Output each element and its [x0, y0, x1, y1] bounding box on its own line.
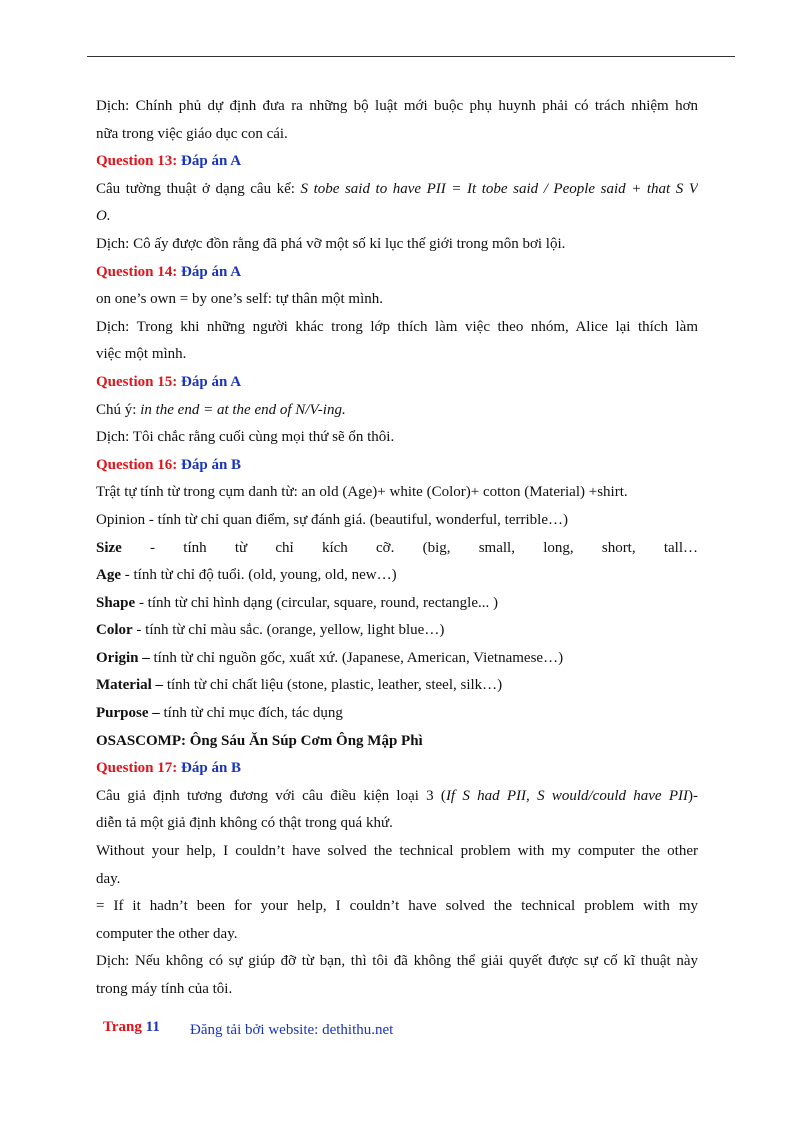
question-number: Question 14:: [96, 263, 178, 280]
line-text: Câu tường thuật ở dạng câu kể:: [96, 180, 301, 197]
line-text: Dịch: Nếu không có sự giúp đỡ từ bạn, thì tôi đã không thể giải quyết được sự cố kĩ thuật này: [96, 953, 698, 970]
italic-formula: If S had PII, S would/could have PII: [445, 787, 689, 804]
italic-formula: O.: [96, 208, 111, 225]
line-text: tính từ chỉ chất liệu (stone, plastic, leather, steel, silk…): [163, 677, 503, 694]
line-text-tail: )-: [688, 787, 698, 804]
text-line: [96, 203, 698, 231]
text-line: [96, 700, 698, 728]
answer-key: Đáp án A: [181, 153, 242, 170]
text-line: [96, 672, 698, 700]
question-heading: [96, 259, 698, 287]
line-text: Dịch: Tôi chắc rằng cuối cùng mọi thứ sẽ ổn thôi.: [96, 429, 395, 446]
question-heading: [96, 369, 698, 397]
text-line: [96, 838, 698, 866]
text-line: [96, 728, 698, 756]
text-line: [96, 424, 698, 452]
text-line: [96, 976, 698, 1004]
bold-term: Purpose –: [96, 705, 160, 722]
line-text: - tính từ chỉ độ tuổi. (old, young, old, new…): [121, 567, 397, 584]
line-text: tính từ chỉ mục đích, tác dụng: [159, 705, 343, 722]
footer-page-number: 11: [145, 1019, 160, 1035]
page-footer: [103, 1019, 160, 1036]
line-text: = If it hadn’t been for your help, I couldn’t have solved the technical problem with my: [96, 898, 698, 915]
text-line: [96, 948, 698, 976]
line-text: diễn tả một giả định không có thật trong quá khứ.: [96, 815, 393, 832]
bold-term: Origin –: [96, 649, 150, 666]
line-text: Without your help, I couldn’t have solved the technical problem with my computer the other: [96, 843, 698, 860]
text-line: [96, 93, 698, 121]
line-text: nữa trong việc giáo dục con cái.: [96, 125, 288, 142]
text-line: [96, 341, 698, 369]
text-line: [96, 590, 698, 618]
text-line: [96, 176, 698, 204]
text-line: [96, 479, 698, 507]
line-text: day.: [96, 870, 121, 887]
footer-page-word: Trang: [103, 1019, 142, 1035]
text-line: [96, 893, 698, 921]
italic-formula: in the end = at the end of N/V-ing.: [140, 401, 346, 418]
question-heading: [96, 148, 698, 176]
text-line: [96, 535, 698, 563]
document-body: [96, 93, 698, 1004]
question-heading: [96, 755, 698, 783]
text-line: [96, 397, 698, 425]
text-line: [96, 314, 698, 342]
text-line: [96, 645, 698, 673]
answer-key: Đáp án B: [181, 760, 242, 777]
footer-website: Đăng tải bởi website: dethithu.net: [190, 1022, 394, 1038]
line-text: - tính từ chỉ kích cỡ. (big, small, long, short, tall…: [121, 539, 698, 556]
italic-formula: S tobe said to have PII = It tobe said / People said + that S V: [300, 180, 698, 197]
bold-term: OSASCOMP: Ông Sáu Ăn Súp Cơm Ông Mập Phì: [96, 732, 423, 749]
bold-term: Material –: [96, 677, 164, 694]
text-line: [96, 562, 698, 590]
line-text: Opinion - tính từ chỉ quan điểm, sự đánh giá. (beautiful, wonderful, terrible…): [96, 511, 568, 528]
line-text: Trật tự tính từ trong cụm danh từ: an old (Age)+ white (Color)+ cotton (Material) +shirt.: [96, 484, 628, 501]
answer-key: Đáp án A: [181, 263, 242, 280]
line-text: Dịch: Cô ấy được đồn rằng đã phá vỡ một số kỉ lục thế giới trong môn bơi lội.: [96, 235, 566, 252]
line-text: Câu giả định tương đương với câu điều kiện loại 3 (: [96, 787, 446, 804]
line-text: - tính từ chỉ hình dạng (circular, square, round, rectangle... ): [135, 594, 499, 611]
answer-key: Đáp án A: [181, 373, 242, 390]
text-line: [96, 617, 698, 645]
line-text: tính từ chỉ nguồn gốc, xuất xứ. (Japanese, American, Vietnamese…): [149, 649, 564, 666]
line-text: computer the other day.: [96, 925, 238, 942]
line-text: Dịch: Chính phủ dự định đưa ra những bộ luật mới buộc phụ huynh phải có trách nhiệm hơn: [96, 98, 698, 114]
text-line: [96, 231, 698, 259]
header-rule: [87, 56, 735, 57]
line-text: Dịch: Trong khi những người khác trong lớp thích làm việc theo nhóm, Alice lại thích làm: [96, 318, 698, 335]
bold-term: Size: [96, 539, 122, 556]
text-line: [96, 121, 698, 149]
line-text: - tính từ chỉ màu sắc. (orange, yellow, light blue…): [132, 622, 445, 639]
question-heading: [96, 452, 698, 480]
answer-key: Đáp án B: [181, 456, 242, 473]
question-number: Question 15:: [96, 373, 178, 390]
line-text: trong máy tính của tôi.: [96, 981, 233, 997]
text-line: [96, 286, 698, 314]
question-number: Question 17:: [96, 760, 178, 777]
bold-term: Shape: [96, 594, 136, 611]
text-line: [96, 810, 698, 838]
line-text: Chú ý:: [96, 401, 141, 418]
text-line: [96, 866, 698, 894]
bold-term: Color: [96, 622, 133, 639]
bold-term: Age: [96, 567, 121, 584]
line-text: việc một mình.: [96, 346, 187, 363]
line-text: on one’s own = by one’s self: tự thân một mình.: [96, 291, 383, 308]
text-line: [96, 921, 698, 949]
question-number: Question 16:: [96, 456, 178, 473]
text-line: [96, 507, 698, 535]
question-number: Question 13:: [96, 153, 178, 170]
text-line: [96, 783, 698, 811]
